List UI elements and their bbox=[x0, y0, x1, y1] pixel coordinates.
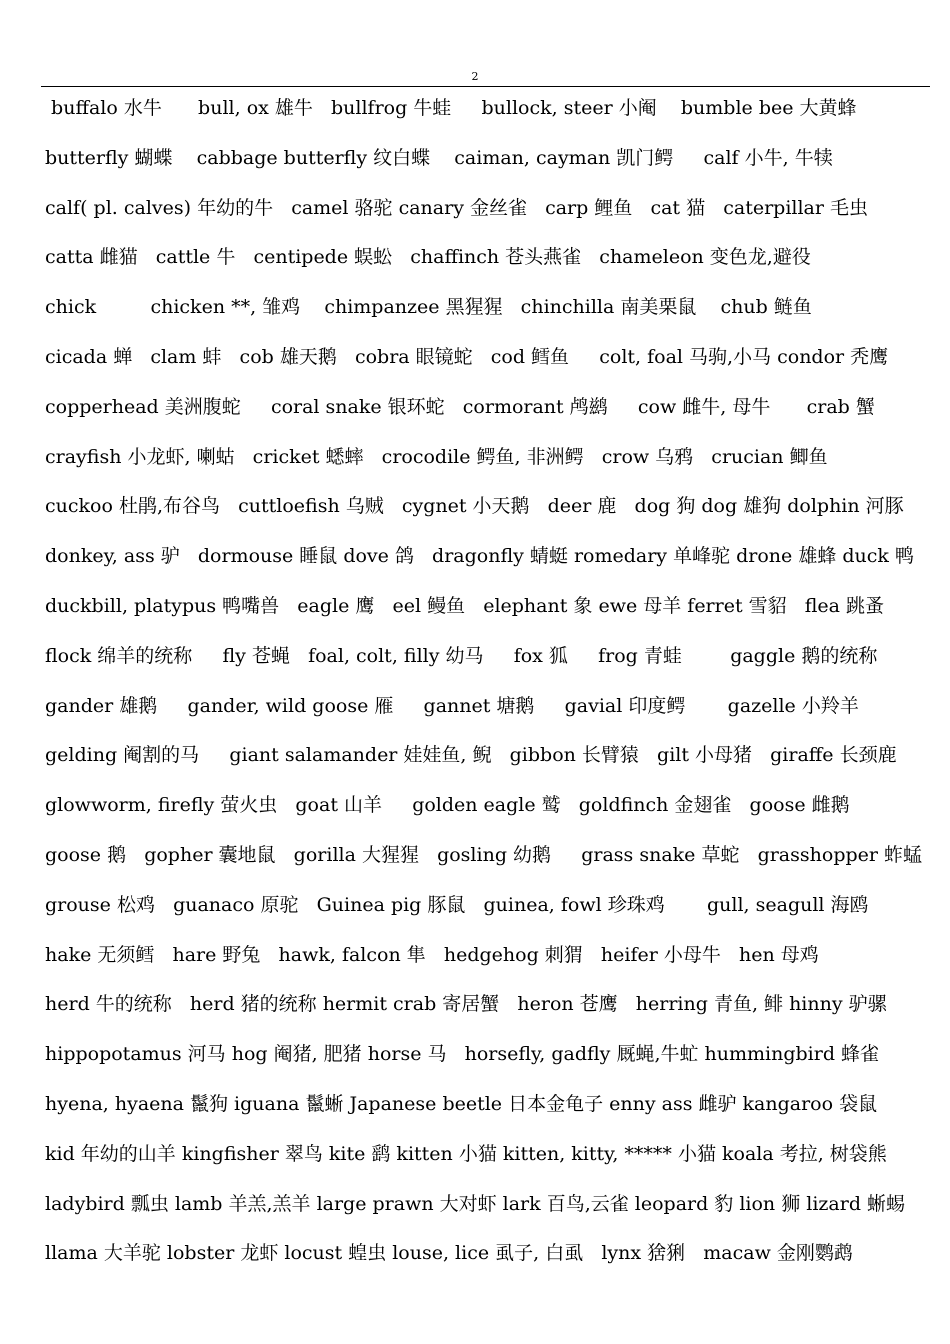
vocab-line: catta 雌猫 cattle 牛 centipede 蜈蚣 chaffinch 苍头燕雀 chameleon 变色龙,避役 bbox=[45, 246, 811, 269]
vocab-line: cuckoo 杜鹃,布谷鸟 cuttloefish 乌贼 cygnet 小天鹅 deer 鹿 dog 狗 dog 雄狗 dolphin 河豚 bbox=[45, 495, 904, 518]
vocab-line: llama 大羊驼 lobster 龙虾 locust 蝗虫 louse, lice 虱子, 白虱 lynx 猞猁 macaw 金刚鹦鹉 bbox=[45, 1242, 853, 1265]
vocab-line: ladybird 瓢虫 lamb 羊羔,羔羊 large prawn 大对虾 lark 百鸟,云雀 leopard 豹 lion 狮 lizard 蜥蜴 bbox=[45, 1192, 906, 1215]
vocab-line: copperhead 美洲腹蛇 coral snake 银环蛇 cormorant 鸬鹚 cow 雌牛, 母牛 crab 蟹 bbox=[45, 395, 875, 418]
vocab-line: crayfish 小龙虾, 喇蛄 cricket 蟋蟀 crocodile 鳄鱼, 非洲鳄 crow 乌鸦 crucian 鲫鱼 bbox=[45, 445, 828, 468]
vocab-line: buffalo 水牛 bull, ox 雄牛 bullfrog 牛蛙 bullock, steer 小阉 bumble bee 大黄蜂 bbox=[45, 97, 857, 119]
vocab-line: gander 雄鹅 gander, wild goose 雁 gannet 塘鹅 gavial 印度鳄 gazelle 小羚羊 bbox=[45, 694, 859, 717]
header-rule bbox=[41, 86, 930, 87]
vocab-line: hyena, hyaena 鬣狗 iguana 鬣蜥 Japanese beetle 日本金龟子 enny ass 雌驴 kangaroo 袋鼠 bbox=[45, 1092, 878, 1115]
vocab-line: calf( pl. calves) 年幼的牛 camel 骆驼 canary 金丝雀 carp 鲤鱼 cat 猫 caterpillar 毛虫 bbox=[45, 196, 868, 219]
vocab-line: goose 鹅 gopher 囊地鼠 gorilla 大猩猩 gosling 幼鹅 grass snake 草蛇 grasshopper 蚱蜢 bbox=[45, 843, 923, 866]
vocab-line: donkey, ass 驴 dormouse 睡鼠 dove 鸽 dragonfly 蜻蜓 romedary 单峰驼 drone 雄蜂 duck 鸭 bbox=[45, 545, 914, 568]
vocab-line: gelding 阉割的马 giant salamander 娃娃鱼, 鲵 gibbon 长臂猿 gilt 小母猪 giraffe 长颈鹿 bbox=[45, 744, 897, 767]
vocab-line: hippopotamus 河马 hog 阉猪, 肥猪 horse 马 horsefly, gadfly 厩蝇,牛虻 hummingbird 蜂雀 bbox=[45, 1043, 880, 1066]
vocab-line: hake 无须鳕 hare 野兔 hawk, falcon 隼 hedgehog 刺猬 heifer 小母牛 hen 母鸡 bbox=[45, 943, 819, 966]
vocab-line: flock 绵羊的统称 fly 苍蝇 foal, colt, filly 幼马 fox 狐 frog 青蛙 gaggle 鹅的统称 bbox=[45, 644, 878, 667]
page-number: 2 bbox=[471, 70, 479, 83]
vocabulary-list bbox=[45, 91, 925, 1286]
vocab-line: kid 年幼的山羊 kingfisher 翠鸟 kite 鹞 kitten 小猫 kitten, kitty, ***** 小猫 koala 考拉, 树袋熊 bbox=[45, 1142, 887, 1165]
vocab-line: chick chicken **, 雏鸡 chimpanzee 黑猩猩 chinchilla 南美栗鼠 chub 鲢鱼 bbox=[45, 296, 812, 319]
vocab-line: butterfly 蝴蝶 cabbage butterfly 纹白蝶 caiman, cayman 凯门鳄 calf 小牛, 牛犊 bbox=[45, 146, 833, 169]
vocab-line: grouse 松鸡 guanaco 原驼 Guinea pig 豚鼠 guinea, fowl 珍珠鸡 gull, seagull 海鸥 bbox=[45, 893, 869, 916]
vocab-line: herd 牛的统称 herd 猪的统称 hermit crab 寄居蟹 heron 苍鹰 herring 青鱼, 鲱 hinny 驴骡 bbox=[45, 993, 887, 1016]
vocab-line: glowworm, firefly 萤火虫 goat 山羊 golden eagle 鹫 goldfinch 金翅雀 goose 雌鹅 bbox=[45, 794, 850, 817]
vocab-line: duckbill, platypus 鸭嘴兽 eagle 鹰 eel 鳗鱼 elephant 象 ewe 母羊 ferret 雪貂 flea 跳蚤 bbox=[45, 594, 885, 617]
vocab-line: cicada 蝉 clam 蚌 cob 雄天鹅 cobra 眼镜蛇 cod 鳕鱼 colt, foal 马驹,小马 condor 秃鹰 bbox=[45, 345, 889, 368]
